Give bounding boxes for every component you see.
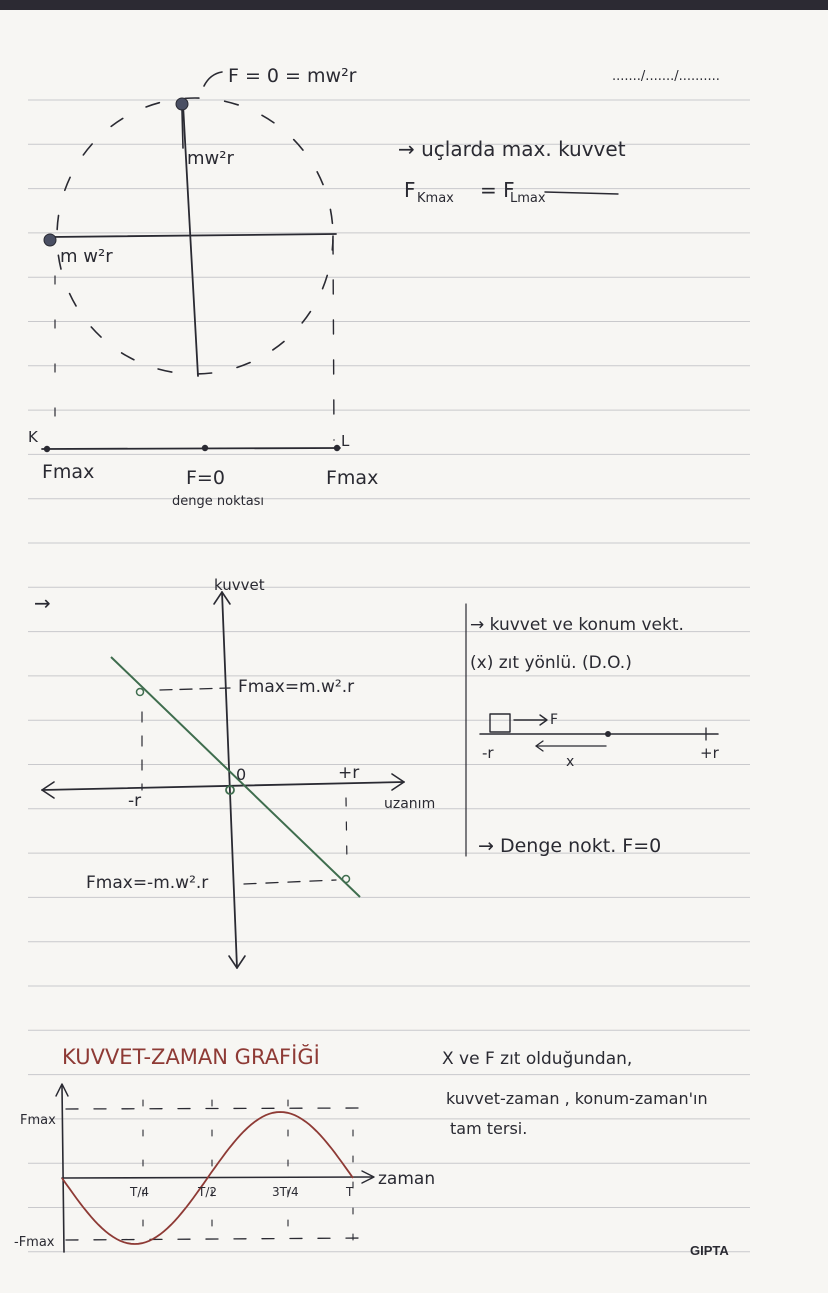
top-mass-dot [176,98,188,110]
mini-pos-r-label: +r [700,744,719,762]
kl-line [42,448,340,449]
ft-t2-label: T/2 [198,1185,218,1199]
note-vector-opposite: → kuvvet ve konum vekt. [470,615,684,635]
neg-r-point [137,689,144,696]
force-y-axis [222,592,237,968]
ft-time-label: zaman [378,1169,436,1189]
l-label: L [341,432,350,450]
kl-axis [42,445,340,452]
mini-force-label: F [550,712,559,728]
fmax-positive-label: Fmax=m.w².r [238,677,355,697]
top-force-arrow [182,110,183,148]
force-time-title: KUVVET-ZAMAN GRAFİĞİ [62,1045,320,1069]
position-axis-label: uzanım [384,796,436,812]
k-label: K [28,428,38,446]
brand-logo: GIPTA [690,1243,729,1258]
note-opposite-direction: (x) zıt yönlü. (D.O.) [470,653,632,673]
note-fk-fl [404,178,618,206]
neg-r-label: -r [128,791,142,811]
l-point [334,445,340,451]
ft-t4-label: T/4 [130,1185,150,1199]
position-x-axis [42,782,404,790]
ft-fmax-guide [66,1108,364,1109]
f-zero-label: F=0 [186,467,225,489]
fmax-neg-guide [244,880,336,884]
note-ends-max-force: → uçlarda max. kuvvet [398,137,626,161]
note-opposite-xf: X ve F zıt olduğundan, [442,1049,633,1069]
ft-3t4-label: 3T/4 [272,1185,299,1199]
fmax-right-label: Fmax [326,467,379,489]
mini-center [605,731,611,737]
ft-neg-fmax-label: -Fmax [14,1235,55,1250]
equilibrium-label: denge noktası [172,494,265,509]
svg-text:Kmax: Kmax [417,191,454,206]
force-time-graph [56,1084,374,1252]
svg-text:= F: = F [480,178,515,202]
ruled-lines [28,100,750,1252]
svg-text:F: F [404,178,416,202]
section2-arrow: → [34,591,51,615]
top-formula: F = 0 = mw²r [228,65,357,87]
pos-r-label: +r [338,763,360,783]
horizontal-diameter [50,234,336,237]
ft-x-axis [62,1177,372,1178]
strike-line [545,192,618,194]
note-exact-opposite: tam tersi. [450,1119,528,1138]
k-point [44,446,50,452]
pos-r-point [343,876,350,883]
mini-spring-diagram [480,714,718,751]
mini-neg-r-label: -r [482,744,494,762]
date-placeholder: ......./......./.......... [612,69,720,84]
top-force-label: mw²r [187,148,234,169]
fmax-left-label: Fmax [42,461,95,483]
ft-t-label: T [346,1185,354,1199]
center-point [202,445,208,451]
formula-hook [204,72,222,86]
ft-fmax-label: Fmax [20,1113,56,1128]
fmax-negative-label: Fmax=-m.w².r [86,873,209,893]
left-force-label: m w²r [60,246,113,267]
mini-x-label: x [566,754,575,770]
top-edge [0,0,828,10]
note-equilibrium-zero: → Denge nokt. F=0 [478,835,662,857]
ft-y-axis [62,1086,64,1252]
svg-text:Lmax: Lmax [510,191,546,206]
note-force-position-time: kuvvet-zaman , konum-zaman'ın [446,1089,708,1108]
mini-block [490,714,510,732]
force-axis-label: kuvvet [214,576,265,594]
pos-r-guide [346,798,347,866]
origin-label: 0 [236,765,247,784]
ft-neg-fmax-guide [66,1238,364,1240]
fmax-pos-guide [160,688,230,690]
left-mass-dot [44,234,56,246]
